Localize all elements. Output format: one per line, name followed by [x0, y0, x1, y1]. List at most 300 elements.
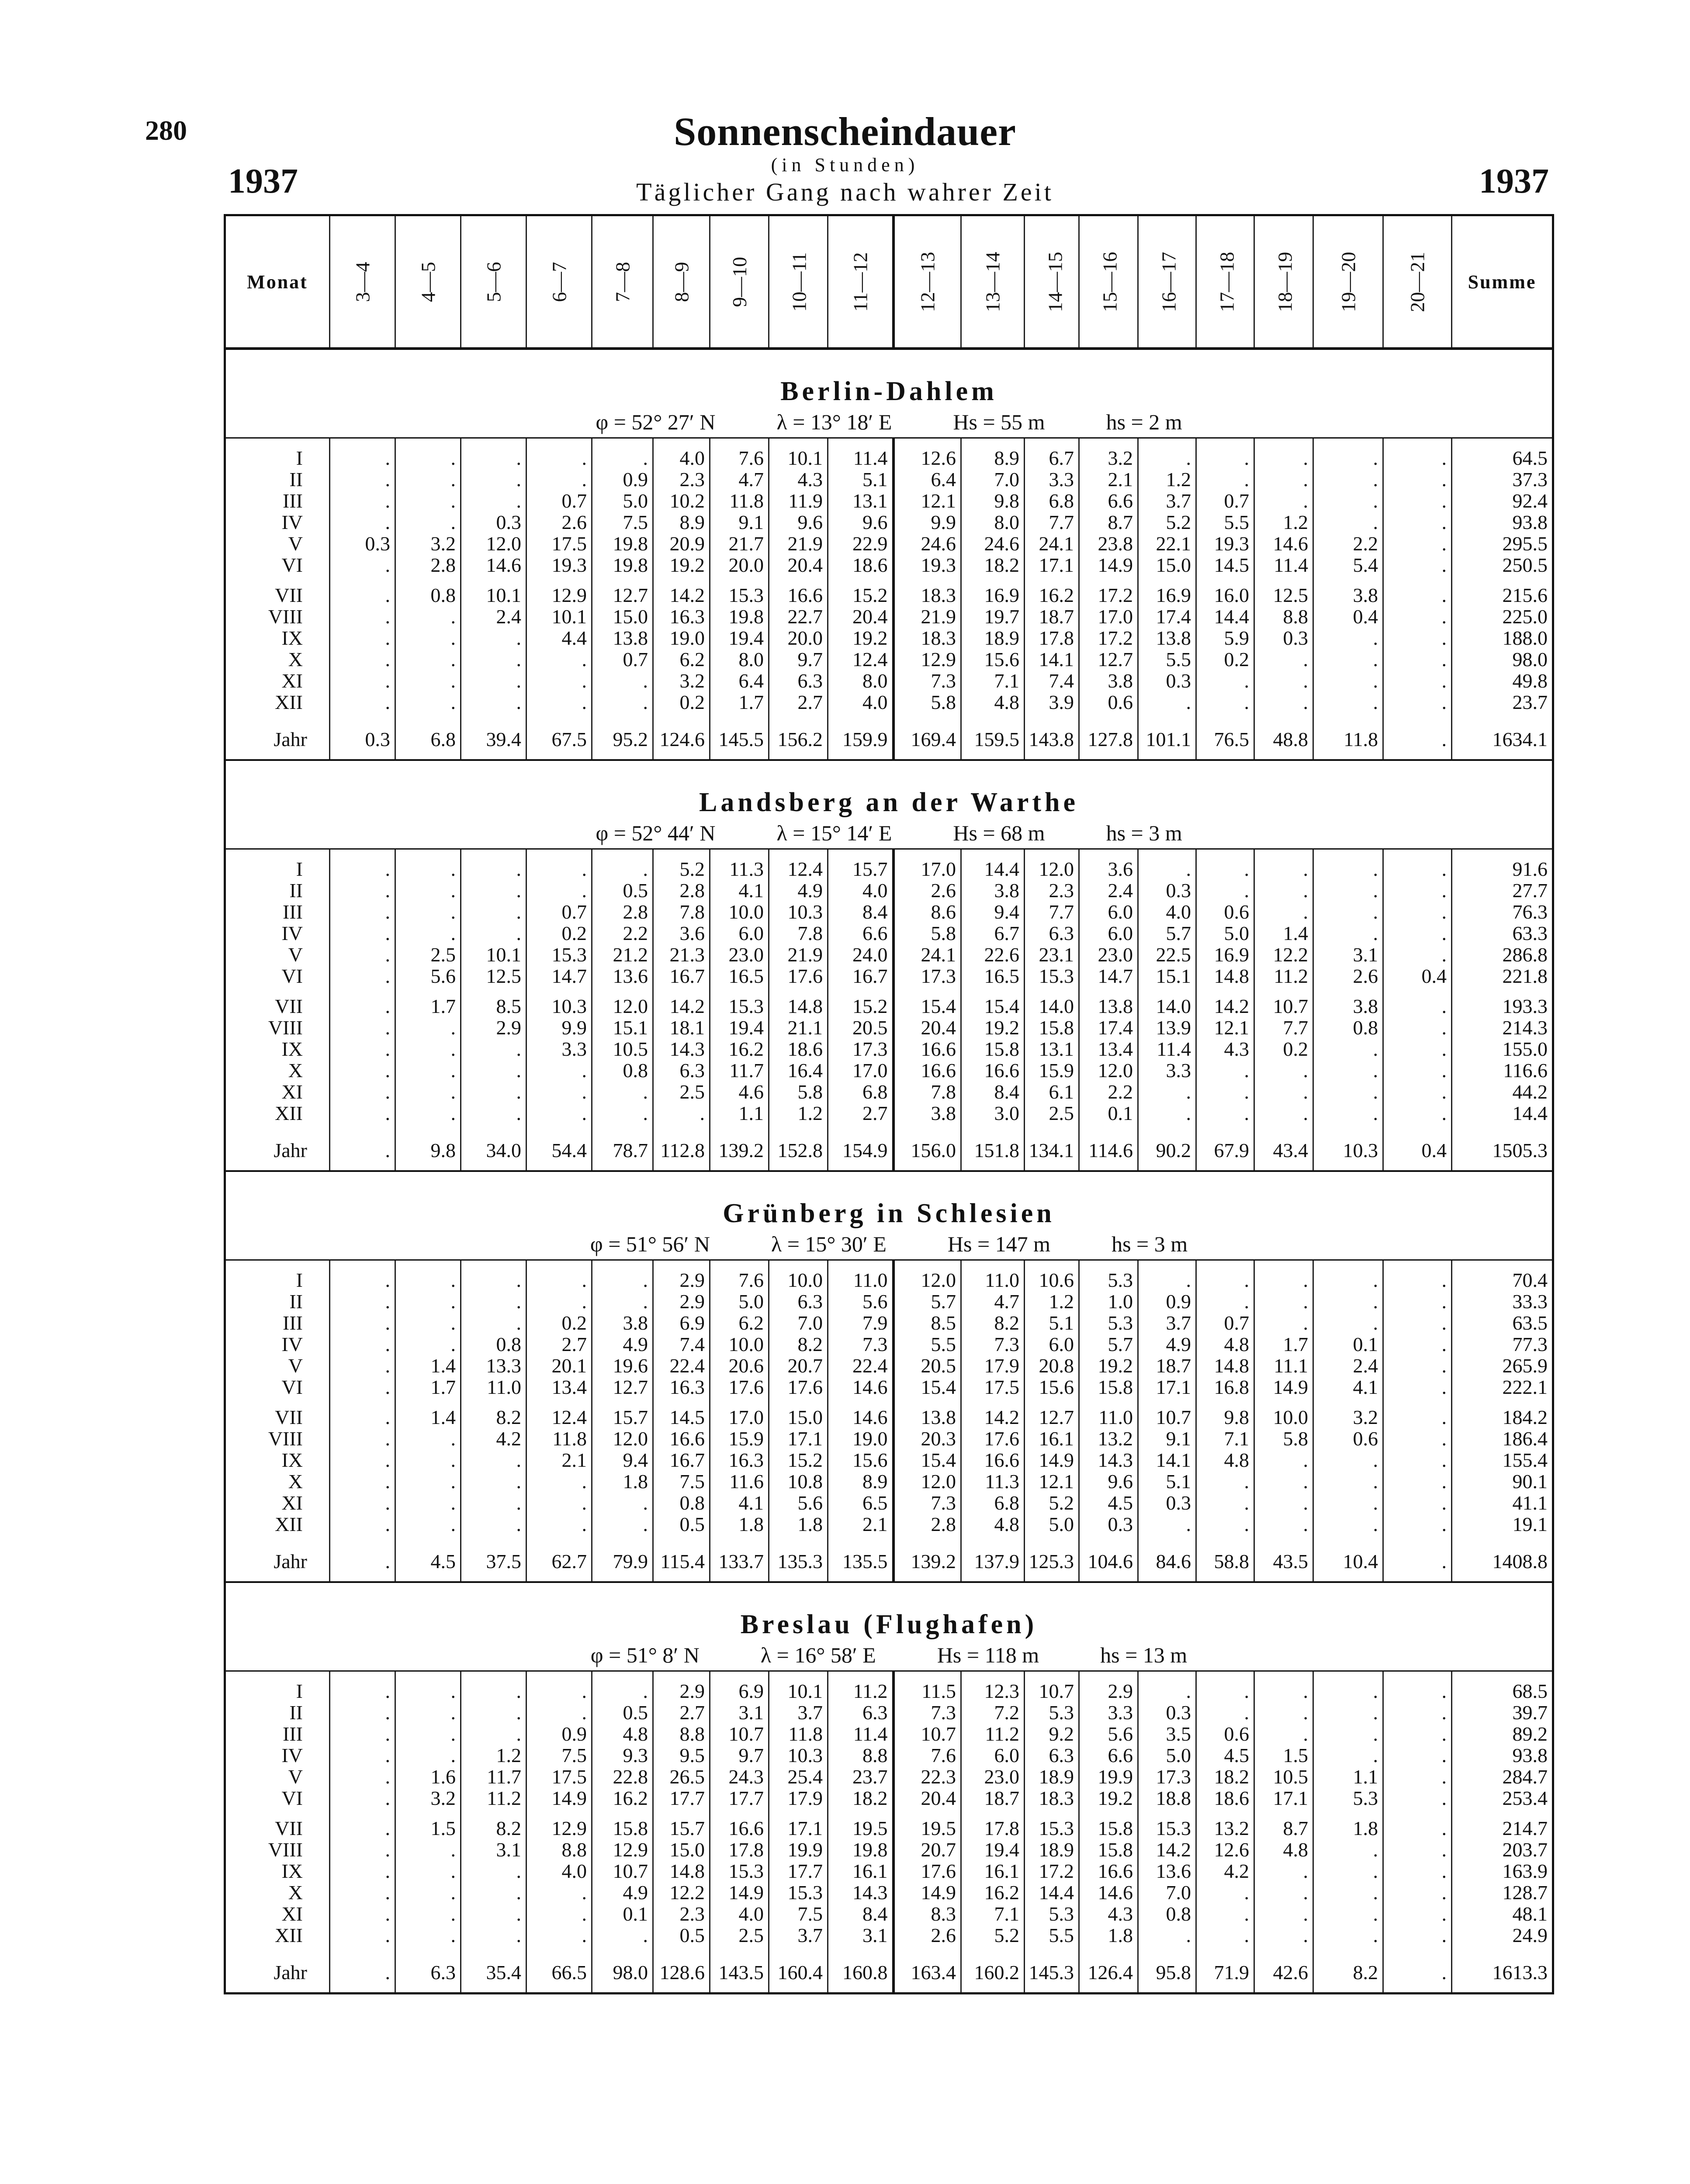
value-cell: . [461, 649, 526, 670]
value-cell: 0.8 [1313, 1017, 1383, 1038]
value-cell: 2.2 [592, 923, 653, 944]
value-cell: . [461, 1925, 526, 1946]
value-cell: 101.1 [1138, 722, 1196, 760]
value-cell: . [1313, 1903, 1383, 1925]
value-cell: . [1313, 1081, 1383, 1102]
value-cell: . [395, 691, 461, 713]
value-cell: 15.9 [1025, 1060, 1079, 1081]
value-cell: . [330, 691, 395, 713]
month-row [225, 670, 1553, 691]
value-cell: . [526, 1291, 592, 1312]
value-cell: . [330, 1312, 395, 1334]
value-cell: . [461, 1471, 526, 1492]
value-cell: . [1383, 1355, 1452, 1376]
value-cell: . [1138, 1269, 1196, 1291]
value-cell: 48.8 [1254, 722, 1313, 760]
value-cell: . [461, 1102, 526, 1124]
header-hour-label: 7—8 [611, 262, 634, 302]
value-cell: 5.6 [1079, 1723, 1138, 1745]
value-cell: 11.7 [710, 1060, 769, 1081]
value-cell: 3.5 [1138, 1723, 1196, 1745]
spacer-cell [1383, 713, 1452, 722]
value-cell: 2.4 [1313, 1355, 1383, 1376]
spacer-cell [653, 1946, 710, 1955]
spacer-cell [1313, 1260, 1383, 1270]
value-cell: 21.3 [653, 944, 710, 965]
month-label: I [225, 1680, 330, 1702]
sum-cell: 49.8 [1452, 670, 1553, 691]
value-cell: . [1383, 944, 1452, 965]
value-cell: 0.6 [1196, 901, 1254, 923]
month-label: II [225, 469, 330, 490]
value-cell: 11.7 [461, 1766, 526, 1787]
value-cell: 23.1 [1025, 944, 1079, 965]
value-cell: 6.3 [653, 1060, 710, 1081]
sum-cell: 14.4 [1452, 1102, 1553, 1124]
coord-lambda: λ = 15° 30′ E [771, 1231, 887, 1256]
value-cell: 4.8 [592, 1723, 653, 1745]
value-cell: 25.4 [769, 1766, 828, 1787]
value-cell: 19.7 [961, 606, 1025, 627]
value-cell: . [395, 1903, 461, 1925]
value-cell: . [1383, 490, 1452, 511]
value-cell: 14.3 [1079, 1449, 1138, 1471]
value-cell: . [1313, 1839, 1383, 1860]
spacer-cell [710, 438, 769, 448]
spacer-cell [961, 1535, 1025, 1544]
value-cell: 3.3 [526, 1038, 592, 1060]
sum-cell: 1613.3 [1452, 1955, 1553, 1994]
spacer-row [225, 1260, 1553, 1270]
value-cell: . [1196, 469, 1254, 490]
value-cell: 8.2 [461, 1406, 526, 1428]
spacer-cell [961, 1809, 1025, 1818]
spacer-cell [1196, 713, 1254, 722]
value-cell: 62.7 [526, 1544, 592, 1582]
value-cell: . [1313, 1702, 1383, 1723]
spacer-cell [1196, 1398, 1254, 1406]
value-cell: 169.4 [893, 722, 961, 760]
month-label: I [225, 447, 330, 469]
coord-hs: Hs = 147 m [947, 1231, 1051, 1256]
value-cell: 12.7 [1025, 1406, 1079, 1428]
value-cell: . [526, 1925, 592, 1946]
value-cell: 20.4 [893, 1787, 961, 1809]
value-cell: 1.7 [395, 995, 461, 1017]
spacer-cell [893, 1535, 961, 1544]
value-cell: 2.7 [526, 1334, 592, 1355]
value-cell: . [461, 627, 526, 649]
spacer-cell [1079, 1260, 1138, 1270]
value-cell: 0.1 [1079, 1102, 1138, 1124]
spacer-cell [330, 1946, 395, 1955]
value-cell: 9.1 [710, 511, 769, 533]
value-cell: . [1383, 606, 1452, 627]
value-cell: 15.3 [526, 944, 592, 965]
value-cell: . [1254, 1882, 1313, 1903]
value-cell: 8.8 [526, 1839, 592, 1860]
spacer-cell [1025, 438, 1079, 448]
value-cell: . [330, 490, 395, 511]
value-cell: 5.0 [1025, 1514, 1079, 1535]
value-cell: 104.6 [1079, 1544, 1138, 1582]
value-cell: 17.1 [1138, 1376, 1196, 1398]
value-cell: 12.4 [769, 858, 828, 880]
value-cell: 4.8 [1254, 1839, 1313, 1860]
month-label: V [225, 944, 330, 965]
spacer-cell [1452, 576, 1553, 584]
month-label: VIII [225, 606, 330, 627]
value-cell: . [395, 1269, 461, 1291]
value-cell: 13.8 [1079, 995, 1138, 1017]
value-cell: 4.9 [769, 880, 828, 901]
header-hour [1383, 215, 1452, 349]
value-cell: 14.8 [1196, 1355, 1254, 1376]
value-cell: 139.2 [893, 1544, 961, 1582]
value-cell: 128.6 [653, 1955, 710, 1994]
value-cell: . [1313, 670, 1383, 691]
spacer-cell [769, 1398, 828, 1406]
value-cell: 37.5 [461, 1544, 526, 1582]
value-cell: 22.9 [828, 533, 893, 554]
sum-cell: 253.4 [1452, 1787, 1553, 1809]
value-cell: 4.5 [1196, 1745, 1254, 1766]
value-cell: . [461, 1680, 526, 1702]
value-cell: 12.0 [592, 1428, 653, 1449]
value-cell: 11.2 [461, 1787, 526, 1809]
value-cell: . [461, 1702, 526, 1723]
value-cell: . [1383, 691, 1452, 713]
value-cell: 10.3 [769, 1745, 828, 1766]
value-cell: 3.2 [1079, 447, 1138, 469]
month-row [225, 1680, 1553, 1702]
header-hour-label: 10—11 [788, 252, 810, 312]
value-cell: 20.0 [769, 627, 828, 649]
value-cell: . [330, 447, 395, 469]
value-cell: 11.4 [828, 1723, 893, 1745]
spacer-cell [1254, 713, 1313, 722]
spacer-cell [1025, 1398, 1079, 1406]
sum-cell: 77.3 [1452, 1334, 1553, 1355]
value-cell: 4.8 [1196, 1449, 1254, 1471]
value-cell: 67.9 [1196, 1133, 1254, 1171]
value-cell: 12.4 [526, 1406, 592, 1428]
value-cell: 17.7 [653, 1787, 710, 1809]
value-cell: 15.8 [1079, 1839, 1138, 1860]
spacer-cell [526, 1809, 592, 1818]
value-cell: 1.1 [710, 1102, 769, 1124]
value-cell: . [330, 1291, 395, 1312]
spacer-cell [1313, 1535, 1383, 1544]
spacer-cell [893, 849, 961, 859]
value-cell: 12.5 [461, 965, 526, 987]
spacer-cell [225, 1535, 330, 1544]
spacer-cell [461, 849, 526, 859]
value-cell: 1.2 [1138, 469, 1196, 490]
value-cell: 1.2 [461, 1745, 526, 1766]
month-row [225, 1406, 1553, 1428]
spacer-cell [893, 1809, 961, 1818]
value-cell: 5.9 [1196, 627, 1254, 649]
value-cell: . [461, 901, 526, 923]
value-cell: 76.5 [1196, 722, 1254, 760]
value-cell: 15.0 [653, 1839, 710, 1860]
spacer-cell [592, 1946, 653, 1955]
spacer-cell [710, 576, 769, 584]
value-cell: . [1138, 1680, 1196, 1702]
value-cell: 12.0 [461, 533, 526, 554]
value-cell: . [1254, 1471, 1313, 1492]
month-row [225, 1860, 1553, 1882]
value-cell: 3.1 [710, 1702, 769, 1723]
value-cell: 6.7 [961, 923, 1025, 944]
value-cell: 6.9 [653, 1312, 710, 1334]
value-cell: 16.2 [1025, 584, 1079, 606]
spacer-cell [1138, 1809, 1196, 1818]
spacer-cell [1313, 438, 1383, 448]
spacer-cell [769, 1671, 828, 1681]
value-cell: 14.1 [1138, 1449, 1196, 1471]
month-label: VIII [225, 1839, 330, 1860]
value-cell: 22.7 [769, 606, 828, 627]
value-cell: . [330, 1882, 395, 1903]
spacer-cell [225, 713, 330, 722]
value-cell: 11.9 [769, 490, 828, 511]
value-cell: 22.3 [893, 1766, 961, 1787]
spacer-cell [330, 849, 395, 859]
value-cell: . [1313, 858, 1383, 880]
value-cell: . [526, 1492, 592, 1514]
value-cell: 8.5 [461, 995, 526, 1017]
value-cell: 18.9 [961, 627, 1025, 649]
spacer-cell [769, 1809, 828, 1818]
spacer-cell [461, 1398, 526, 1406]
sum-cell: 116.6 [1452, 1060, 1553, 1081]
value-cell: 15.3 [769, 1882, 828, 1903]
value-cell: 4.0 [710, 1903, 769, 1925]
spacer-cell [330, 438, 395, 448]
station-title-row [225, 1171, 1553, 1229]
spacer-cell [526, 1124, 592, 1133]
sum-cell: 68.5 [1452, 1680, 1553, 1702]
month-row [225, 490, 1553, 511]
spacer-cell [592, 1809, 653, 1818]
month-row [225, 1449, 1553, 1471]
value-cell: . [1313, 490, 1383, 511]
value-cell: 19.2 [1079, 1787, 1138, 1809]
value-cell: . [395, 606, 461, 627]
spacer-cell [330, 1124, 395, 1133]
value-cell: . [395, 670, 461, 691]
value-cell: 12.0 [893, 1269, 961, 1291]
value-cell: . [461, 1903, 526, 1925]
spacer-row [225, 1809, 1553, 1818]
header-hour [1138, 215, 1196, 349]
month-row [225, 447, 1553, 469]
month-label: IV [225, 1334, 330, 1355]
value-cell: . [1383, 995, 1452, 1017]
value-cell: 10.3 [769, 901, 828, 923]
header-hour-label: 8—9 [670, 262, 693, 302]
value-cell: . [395, 1060, 461, 1081]
value-cell: 0.9 [526, 1723, 592, 1745]
value-cell: 12.9 [592, 1839, 653, 1860]
value-cell: 6.8 [961, 1492, 1025, 1514]
value-cell: 15.6 [828, 1449, 893, 1471]
value-cell: 14.9 [1254, 1376, 1313, 1398]
spacer-cell [710, 1946, 769, 1955]
sum-cell: 24.9 [1452, 1925, 1553, 1946]
value-cell: 15.3 [710, 584, 769, 606]
month-label: VII [225, 584, 330, 606]
header-hour [1254, 215, 1313, 349]
value-cell: 19.4 [961, 1839, 1025, 1860]
value-cell: 4.3 [1196, 1038, 1254, 1060]
spacer-cell [1383, 1946, 1452, 1955]
value-cell: . [1383, 447, 1452, 469]
value-cell: . [1254, 901, 1313, 923]
value-cell: 10.2 [653, 490, 710, 511]
value-cell: 6.9 [710, 1680, 769, 1702]
value-cell: 19.2 [653, 554, 710, 576]
coord-phi: φ = 52° 27′ N [596, 409, 716, 434]
spacer-cell [330, 576, 395, 584]
value-cell: . [1383, 649, 1452, 670]
coord-lambda: λ = 16° 58′ E [760, 1642, 876, 1667]
value-cell: 4.8 [1196, 1334, 1254, 1355]
value-cell: 16.7 [653, 1449, 710, 1471]
sum-cell: 221.8 [1452, 965, 1553, 987]
month-label: Jahr [225, 1955, 330, 1994]
value-cell: 11.8 [769, 1723, 828, 1745]
value-cell: . [461, 880, 526, 901]
value-cell: 15.0 [769, 1406, 828, 1428]
value-cell: 3.7 [769, 1702, 828, 1723]
value-cell: 19.4 [710, 627, 769, 649]
coord-hs_small: hs = 2 m [1106, 409, 1182, 434]
value-cell: . [330, 1702, 395, 1723]
spacer-cell [1138, 1946, 1196, 1955]
month-label: XII [225, 1925, 330, 1946]
value-cell: 8.7 [1254, 1818, 1313, 1839]
header-hour-label: 3—4 [351, 262, 374, 302]
value-cell: 18.7 [1138, 1355, 1196, 1376]
value-cell: 98.0 [592, 1955, 653, 1994]
value-cell: 3.3 [1138, 1060, 1196, 1081]
value-cell: . [330, 469, 395, 490]
value-cell: 5.3 [1025, 1702, 1079, 1723]
sum-cell: 184.2 [1452, 1406, 1553, 1428]
value-cell: 9.1 [1138, 1428, 1196, 1449]
value-cell: 9.3 [592, 1745, 653, 1766]
spacer-cell [461, 1946, 526, 1955]
value-cell: . [1196, 1680, 1254, 1702]
value-cell: 5.2 [961, 1925, 1025, 1946]
value-cell: 13.4 [526, 1376, 592, 1398]
month-label: IV [225, 511, 330, 533]
spacer-cell [592, 849, 653, 859]
sum-cell: 128.7 [1452, 1882, 1553, 1903]
value-cell: 9.2 [1025, 1723, 1079, 1745]
month-row [225, 1017, 1553, 1038]
spacer-row [225, 438, 1553, 448]
value-cell: . [592, 1514, 653, 1535]
value-cell: 17.3 [828, 1038, 893, 1060]
value-cell: . [526, 447, 592, 469]
value-cell: . [1254, 880, 1313, 901]
spacer-cell [225, 1809, 330, 1818]
spacer-cell [330, 987, 395, 995]
spacer-cell [653, 987, 710, 995]
value-cell: 17.2 [1079, 627, 1138, 649]
value-cell: . [1196, 1081, 1254, 1102]
spacer-cell [1313, 987, 1383, 995]
value-cell: 18.2 [828, 1787, 893, 1809]
station-coords [225, 407, 1553, 438]
value-cell: 4.4 [526, 627, 592, 649]
value-cell: 24.6 [893, 533, 961, 554]
value-cell: 90.2 [1138, 1133, 1196, 1171]
value-cell: 18.6 [828, 554, 893, 576]
month-label: IX [225, 627, 330, 649]
value-cell: 18.3 [1025, 1787, 1079, 1809]
value-cell: . [395, 1428, 461, 1449]
value-cell: 0.5 [653, 1514, 710, 1535]
value-cell: 3.8 [893, 1102, 961, 1124]
sum-cell: 295.5 [1452, 533, 1553, 554]
description-subtitle: Täglicher Gang nach wahrer Zeit [636, 178, 1054, 206]
value-cell: 17.5 [961, 1376, 1025, 1398]
spacer-cell [1383, 849, 1452, 859]
value-cell: 14.0 [1025, 995, 1079, 1017]
value-cell: 0.7 [1196, 490, 1254, 511]
page-title: Sonnenscheindauer [674, 109, 1016, 154]
value-cell: 2.9 [1079, 1680, 1138, 1702]
header-hour-label: 12—13 [916, 252, 939, 312]
spacer-cell [1383, 1260, 1452, 1270]
value-cell: 133.7 [710, 1544, 769, 1582]
value-cell: 24.3 [710, 1766, 769, 1787]
value-cell: . [330, 1017, 395, 1038]
value-cell: 2.1 [1079, 469, 1138, 490]
value-cell: 10.7 [1254, 995, 1313, 1017]
value-cell: . [330, 1492, 395, 1514]
value-cell: 14.9 [710, 1882, 769, 1903]
value-cell: . [526, 1102, 592, 1124]
header-hour-label: 18—19 [1274, 252, 1296, 312]
value-cell: . [1383, 1428, 1452, 1449]
spacer-cell [395, 1260, 461, 1270]
value-cell: 135.3 [769, 1544, 828, 1582]
value-cell: . [1254, 858, 1313, 880]
value-cell: 5.6 [395, 965, 461, 987]
value-cell: 7.7 [1254, 1017, 1313, 1038]
value-cell: 15.6 [961, 649, 1025, 670]
coord-hs: Hs = 68 m [953, 820, 1045, 845]
spacer-cell [225, 1946, 330, 1955]
value-cell: 2.9 [653, 1269, 710, 1291]
value-cell: 3.8 [1079, 670, 1138, 691]
value-cell: . [1196, 1492, 1254, 1514]
value-cell: 19.5 [828, 1818, 893, 1839]
month-row [225, 995, 1553, 1017]
spacer-cell [1313, 849, 1383, 859]
value-cell: . [1196, 1882, 1254, 1903]
month-label: VI [225, 965, 330, 987]
value-cell: . [1383, 1839, 1452, 1860]
value-cell: 22.4 [828, 1355, 893, 1376]
value-cell: . [1383, 1818, 1452, 1839]
